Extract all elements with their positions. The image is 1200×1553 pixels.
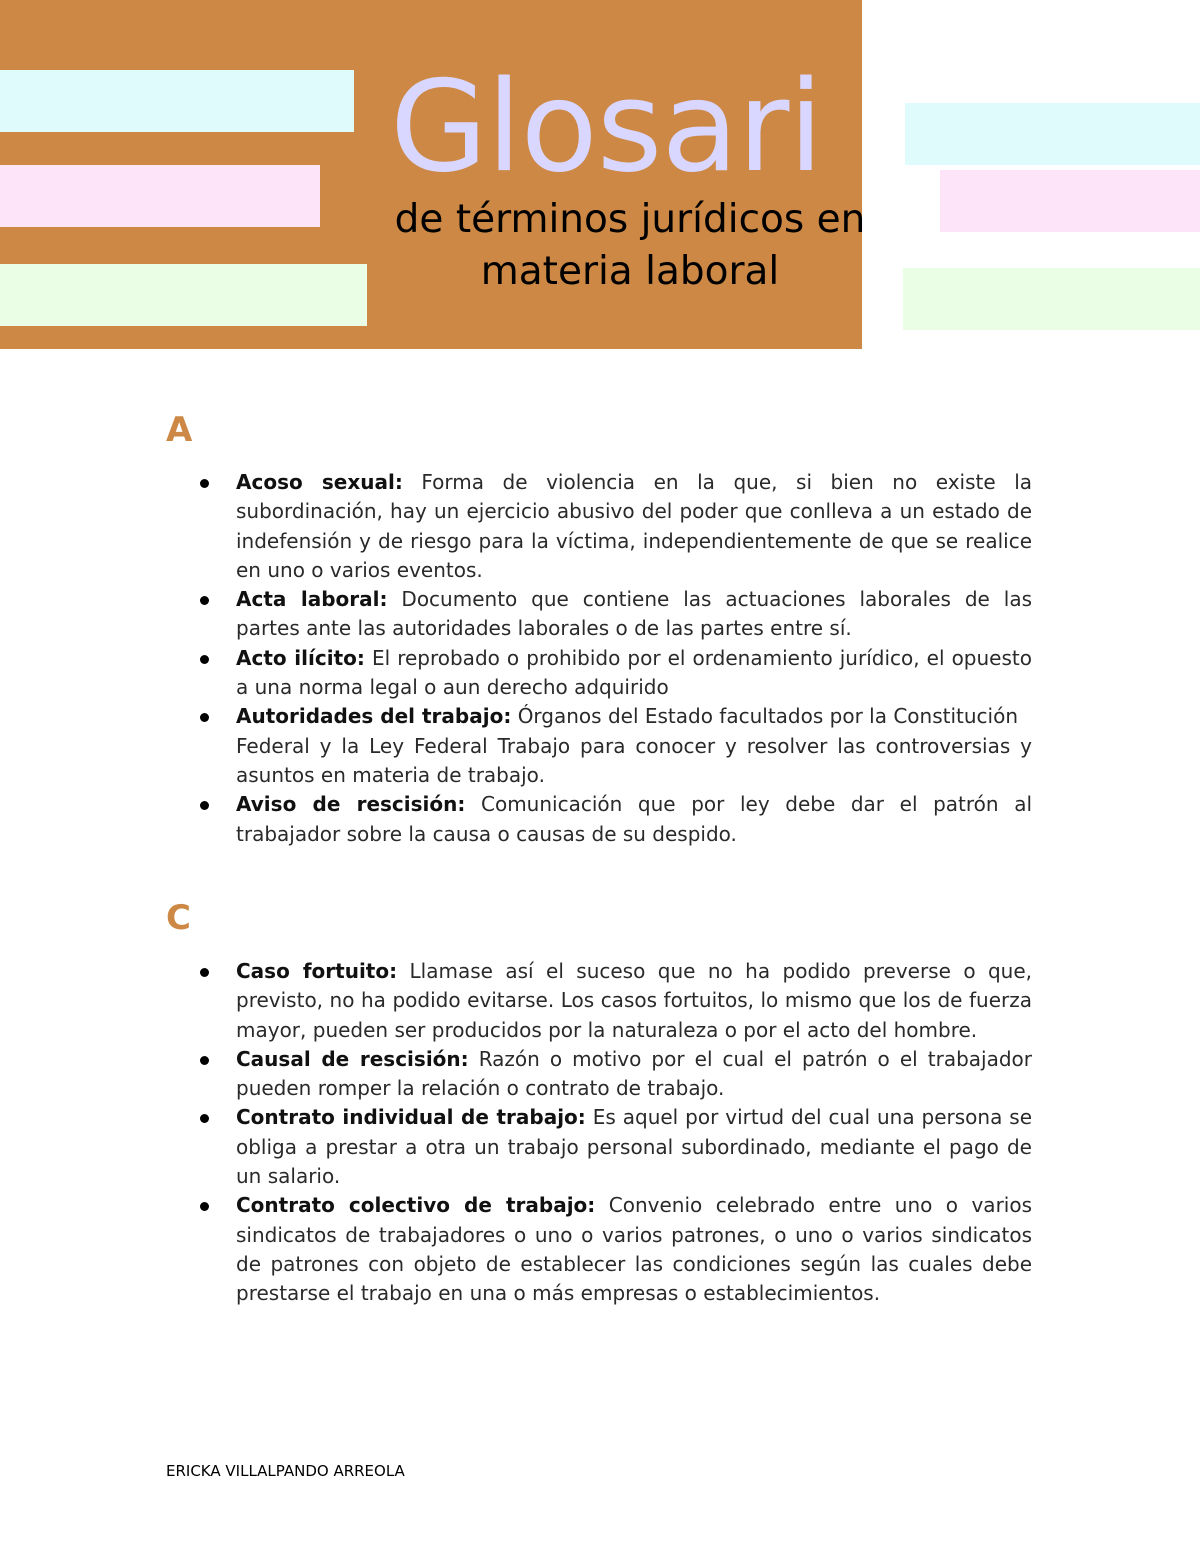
stripe-green-right <box>903 268 1200 330</box>
term-definition: Documento que contiene las actuaciones laborales de las partes ante las autoridades laborales o de las partes entre sí. <box>236 587 1032 641</box>
term-name: Acta laboral: <box>236 587 388 612</box>
stripe-pink-left <box>0 165 320 227</box>
term-name: Contrato individual de trabajo: <box>236 1105 586 1130</box>
author-footer: ERICKA VILLALPANDO ARREOLA <box>166 1462 405 1480</box>
term-list-c <box>236 957 1032 1309</box>
term-definition: Comunicación que por ley debe dar el patrón al trabajador sobre la causa o causas de su despido. <box>236 792 1033 846</box>
glossary-item <box>236 1191 1032 1308</box>
term-list-a <box>236 468 1032 849</box>
subtitle-line-1: de términos jurídicos en <box>394 197 866 242</box>
glossary-item <box>236 468 1032 585</box>
glossary-item <box>236 702 1032 790</box>
term-name: Autoridades del trabajo: <box>236 704 512 729</box>
section-letter-a: A <box>166 410 193 450</box>
bullet-icon <box>200 801 209 810</box>
term-definition: Órganos del Estado facultados por la Constitución <box>517 704 1018 729</box>
term-definition: Razón o motivo por el cual el patrón o el trabajador pueden romper la relación o contrato de trabajo. <box>236 1046 1032 1101</box>
document-title: Glosari <box>390 53 823 200</box>
bullet-icon <box>200 1114 209 1123</box>
term-name: Aviso de rescisión: <box>236 792 466 817</box>
term-definition: Llamase así el suceso que no ha podido preverse o que, previsto, no ha podido evitarse. Los casos fortuitos, lo mismo que los de fuerza mayor, pueden ser producidos por la naturaleza o por el acto del hombre. <box>236 959 1033 1042</box>
term-name: Contrato colectivo de trabajo: <box>236 1193 596 1218</box>
stripe-pink-right <box>940 170 1200 232</box>
subtitle-line-2: materia laboral <box>480 249 780 294</box>
stripe-cyan-right <box>905 103 1200 165</box>
term-name: Acoso sexual: <box>236 470 403 494</box>
term-name: Causal de rescisión: <box>236 1046 469 1071</box>
bullet-icon <box>200 479 209 488</box>
bullet-icon <box>200 596 209 605</box>
glossary-item <box>236 1045 1032 1104</box>
stripe-green-left <box>0 264 367 326</box>
bullet-icon <box>200 655 209 664</box>
stripe-cyan-left <box>0 70 354 132</box>
glossary-item <box>236 790 1032 849</box>
term-definition: Convenio celebrado entre uno o varios sindicatos de trabajadores o uno o varios patrones, o uno o varios sindicatos de patrones con objeto de establecer las condiciones según las cuales debe prestarse el trabajo en una o más empresas o establecimientos. <box>236 1193 1033 1306</box>
bullet-icon <box>200 968 209 977</box>
bullet-icon <box>200 713 209 722</box>
term-definition: El reprobado o prohibido por el ordenamiento jurídico, el opuesto a una norma legal o aun derecho adquirido <box>236 645 1032 700</box>
term-definition: Es aquel por virtud del cual una persona se obliga a prestar a otra un trabajo personal subordinado, mediante el pago de un salario. <box>236 1105 1032 1189</box>
glossary-item <box>236 957 1032 1045</box>
term-definition: Forma de violencia en la que, si bien no existe la subordinación, hay un ejercicio abusivo del poder que conlleva a un estado de indefensión y de riesgo para la víctima, independientemente de que se realice en uno o varios eventos. <box>236 470 1033 582</box>
glossary-item <box>236 585 1032 644</box>
glossary-item <box>236 1103 1032 1191</box>
document-subtitle <box>360 194 900 298</box>
bullet-icon <box>200 1202 209 1211</box>
term-name: Caso fortuito: <box>236 959 398 983</box>
term-definition-continued: Federal y la Ley Federal Trabajo para conocer y resolver las controversias y asuntos en materia de trabajo. <box>236 733 1032 787</box>
glossary-item <box>236 644 1032 703</box>
term-name: Acto ilícito: <box>236 645 365 670</box>
bullet-icon <box>200 1056 209 1065</box>
section-letter-c: C <box>166 898 191 938</box>
